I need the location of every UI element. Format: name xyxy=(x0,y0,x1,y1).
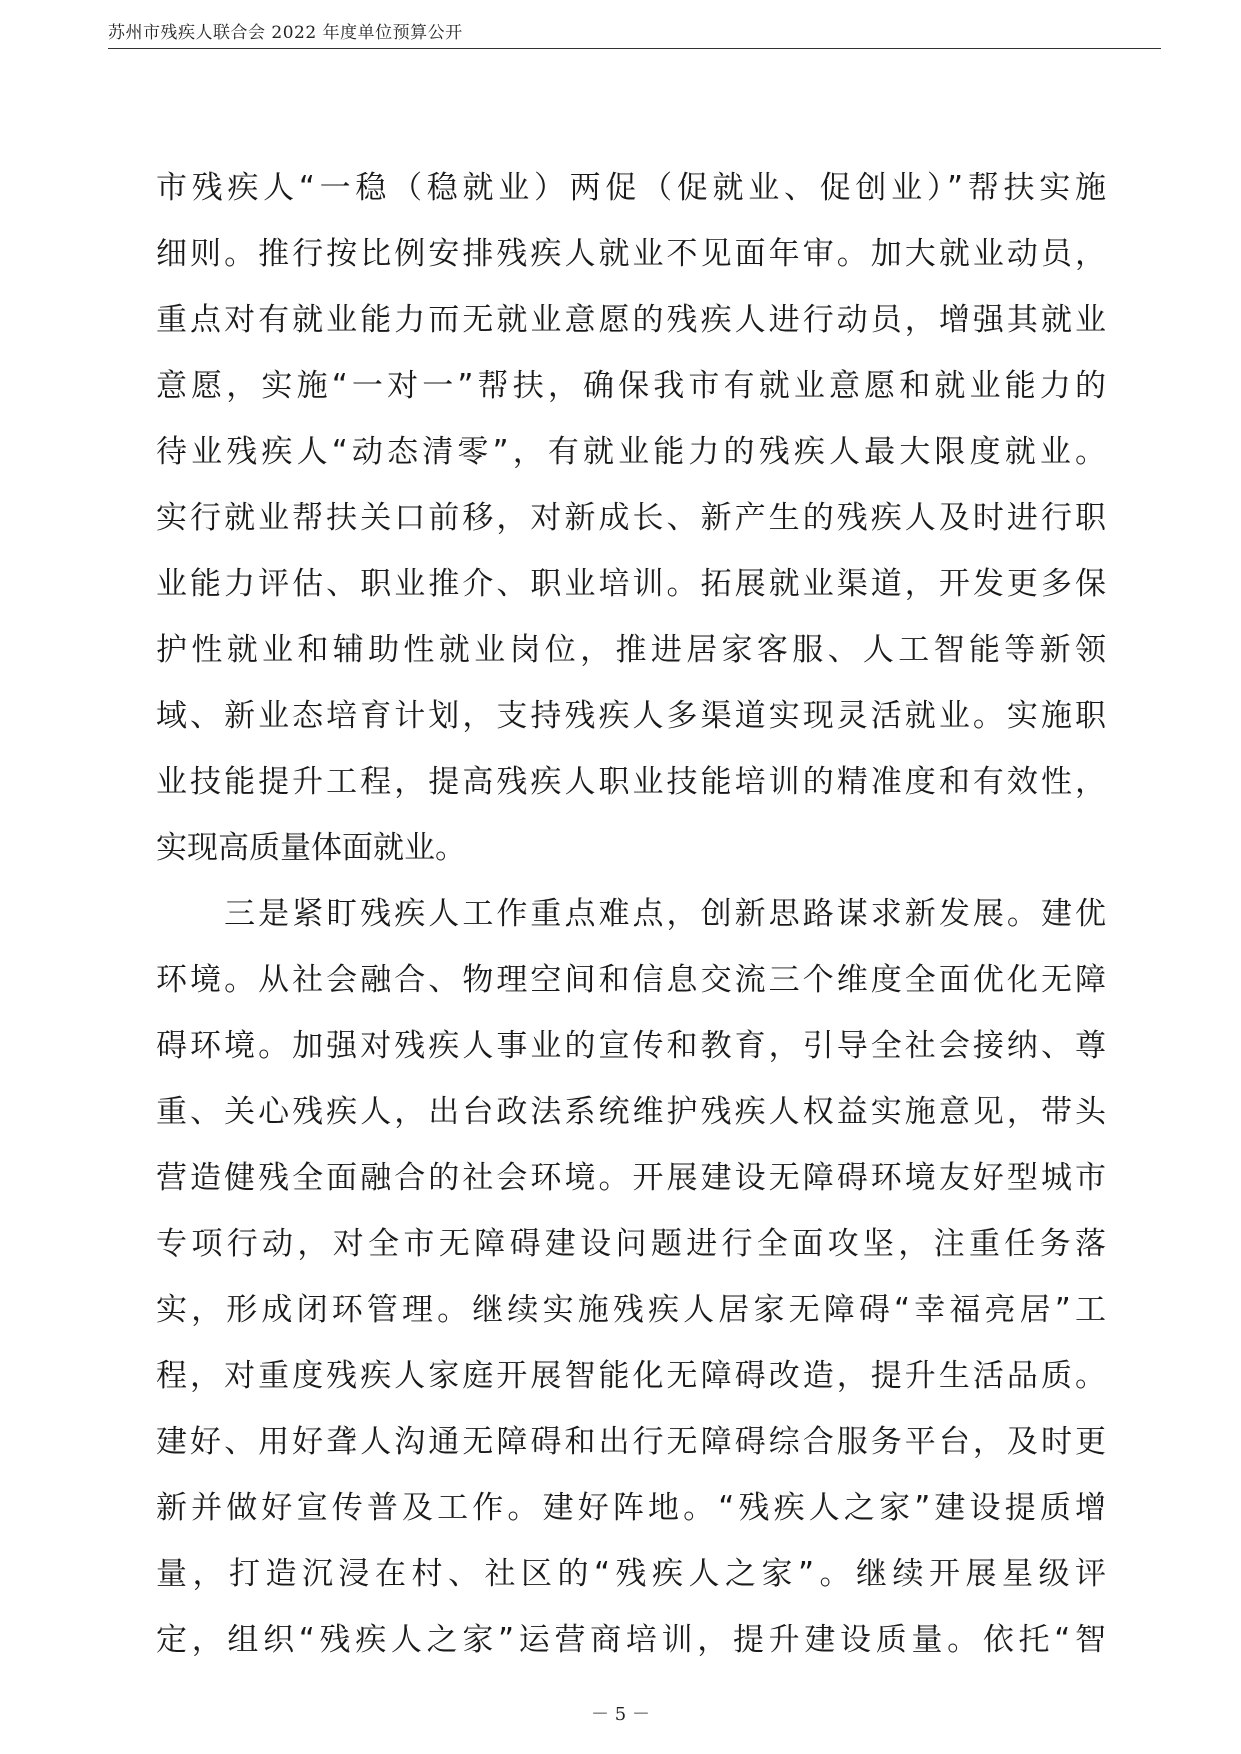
text-line: 重、关心残疾人，出台政法系统维护残疾人权益实施意见，带头 xyxy=(156,1094,1106,1130)
text-line: 营造健残全面融合的社会环境。开展建设无障碍环境友好型城市 xyxy=(156,1160,1106,1196)
text-line: 域、新业态培育计划，支持残疾人多渠道实现灵活就业。实施职 xyxy=(156,698,1106,734)
text-line: 重点对有就业能力而无就业意愿的残疾人进行动员，增强其就业 xyxy=(156,302,1106,338)
text-line-paragraph-start: 三是紧盯残疾人工作重点难点，创新思路谋求新发展。建优 xyxy=(156,896,1106,932)
text-line: 市残疾人“一稳（稳就业）两促（促就业、促创业）”帮扶实施 xyxy=(156,170,1106,206)
text-line: 意愿，实施“一对一”帮扶，确保我市有就业意愿和就业能力的 xyxy=(156,368,1106,404)
text-line: 新并做好宣传普及工作。建好阵地。“残疾人之家”建设提质增 xyxy=(156,1490,1106,1526)
text-line: 程，对重度残疾人家庭开展智能化无障碍改造，提升生活品质。 xyxy=(156,1358,1106,1394)
body-text xyxy=(156,155,1106,1673)
text-line: 建好、用好聋人沟通无障碍和出行无障碍综合服务平台，及时更 xyxy=(156,1424,1106,1460)
text-line: 实行就业帮扶关口前移，对新成长、新产生的残疾人及时进行职 xyxy=(156,500,1106,536)
text-line: 环境。从社会融合、物理空间和信息交流三个维度全面优化无障 xyxy=(156,962,1106,998)
text-line-paragraph-end: 实现高质量体面就业。 xyxy=(156,830,466,866)
text-line: 业能力评估、职业推介、职业培训。拓展就业渠道，开发更多保 xyxy=(156,566,1106,602)
text-line: 量，打造沉浸在村、社区的“残疾人之家”。继续开展星级评 xyxy=(156,1556,1106,1592)
text-line: 定，组织“残疾人之家”运营商培训，提升建设质量。依托“智 xyxy=(156,1622,1106,1658)
text-line: 护性就业和辅助性就业岗位，推进居家客服、人工智能等新领 xyxy=(156,632,1106,668)
text-line: 碍环境。加强对残疾人事业的宣传和教育，引导全社会接纳、尊 xyxy=(156,1028,1106,1064)
text-line: 专项行动，对全市无障碍建设问题进行全面攻坚，注重任务落 xyxy=(156,1226,1106,1262)
page-header-title: 苏州市残疾人联合会 2022 年度单位预算公开 xyxy=(108,23,463,43)
text-line: 业技能提升工程，提高残疾人职业技能培训的精准度和有效性， xyxy=(156,764,1106,800)
header-divider xyxy=(108,48,1161,49)
text-line: 待业残疾人“动态清零”，有就业能力的残疾人最大限度就业。 xyxy=(156,434,1106,470)
page-number: － 5 － xyxy=(591,1704,650,1725)
text-line: 细则。推行按比例安排残疾人就业不见面年审。加大就业动员， xyxy=(156,236,1106,272)
text-line: 实，形成闭环管理。继续实施残疾人居家无障碍“幸福亮居”工 xyxy=(156,1292,1106,1328)
